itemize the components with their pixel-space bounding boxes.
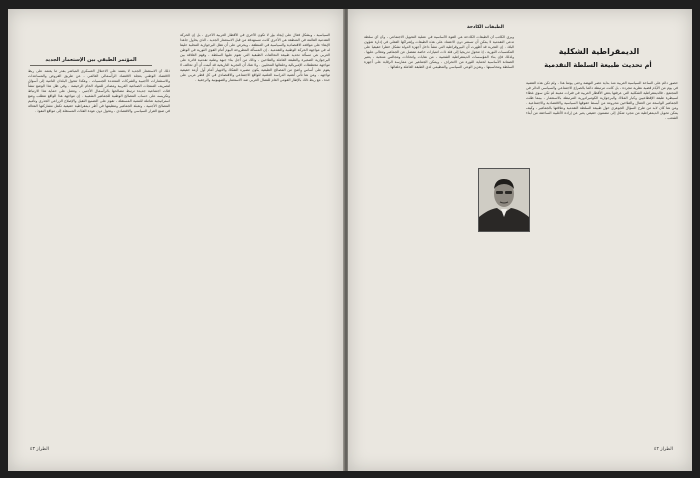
left-page-column-right: السياسية ، وبشكل فعال على إيجاد بؤر لا تكون الأخرى في الأقطار العربية الأخرى ، بل إن الحركة التقدمية القائمة في المنطقة هي الأخرى كانت مستهدفة من قبل الاستعمار الجديد ، الذي يحاول جاهدا الإبقاء على مواقعه الاقتصادية والسياسية في المنطقة ، ويحرص على أن تظل البرجوازية المحلية حليفا له في مواجهة الحركة الوطنية والتقدمية . إن المسألة المطروحة اليوم أمام القوى الثورية في الوطن العربي هي مسألة تحديد طبيعة التحالفات الطبقية التي تقوم عليها السلطة ، وفهم العلاقة بين البرجوازية الصغيرة والطبقة العاملة والفلاحين ، وذلك من أجل بناء جبهة وطنية تقدمية قادرة على مواجهة مخططات الإمبريالية وحلفائها المحليين . ولا شك أن التجربة التاريخية قد أثبتت أن أي تحالف لا يقوم على أساس واضح من المصالح الطبقية يكون مصيره التفكك والانهيار أمام أول أزمة حقيقية تواجهه . ومن هنا تأتي أهمية الدراسة العلمية للواقع الاجتماعي والاقتصادي في كل قطر عربي على حدة ، مع ربط ذلك بالإطار القومي العام للنضال العربي ضد الاستعمار والصهيونية والرجعية . (180, 33, 330, 83)
right-page-column-left-top: ويرى الكاتب أن الطبقات الكادحة هي القوة الأساسية في عملية التحويل الاجتماعي ، وأن أي سلطة تدعي التقدمية لا يمكن أن تستمر دون الاعتماد على هذه الطبقات وإشراكها الفعلي في إدارة شؤون البلاد . إن التجربة قد أظهرت أن البيروقراطية التي تنشأ داخل أجهزة الدولة تشكل خطرا حقيقيا على المكتسبات الثورية ، إذ تتحول تدريجيا إلى فئة ذات امتيازات خاصة تنفصل عن الجماهير وتتعالى عليها . ولذلك فإن بناء المؤسسات الديمقراطية الشعبية ، من نقابات واتحادات ومجالس منتخبة ، يعتبر الضمانة الأساسية لحماية الثورة من الانحراف ، ويمكن الجماهير من ممارسة الرقابة على أجهزة السلطة ومحاسبتها ، وتعزيز الوعي السياسي والتنظيمي لدى الطبقة العاملة وحلفائها . (364, 35, 514, 70)
left-heading-rule (30, 65, 152, 66)
article-title: الديمقراطية الشكلية (558, 47, 640, 56)
right-page-column-right: حضور دائم على الساحة السياسية العربية منذ بداية عصر النهضة وحتى يومنا هذا ، ولم تكن هذه القضية في يوم من الأيام قضية نظرية مجردة ، بل كانت مرتبطة دائما بالصراع الاجتماعي والسياسي الدائر في المجتمع . فالديمقراطية الشكلية التي عرفتها بعض الأقطار العربية في فترات معينة لم تكن سوى غطاء لسيطرة طبقة الإقطاعيين وكبار الملاك والبرجوازية الكومبرادورية المرتبطة بالاستعمار ، بينما ظلت الجماهير الواسعة من العمال والفلاحين محرومة من أبسط حقوقها السياسية والاقتصادية والاجتماعية . ومن هنا كان لابد من طرح السؤال الجوهري حول طبيعة السلطة التقدمية وعلاقتها بالجماهير ، وكيف يمكن تحويل الديمقراطية من مجرد شكل إلى مضمون حقيقي يعبر عن إرادة الأغلبية الساحقة من أبناء الشعب . (526, 81, 678, 121)
left-page-footer: الطراز ٤٣ (30, 447, 49, 452)
left-page (8, 9, 344, 471)
author-photo-frame (478, 168, 530, 232)
left-page-heading: المؤتمر الطبقي بين الإستعمار الجديد (45, 57, 137, 63)
left-page-column-left: ذلك أن الاستعمار الجديد لا يعتمد على الاحتلال العسكري المباشر بقدر ما يعتمد على ربط الاقتصاد الوطني بعجلة الاقتصاد الرأسمالي العالمي ، عن طريق القروض والمساعدات والاستثمارات الأجنبية والشركات المتعددة الجنسيات . وهكذا تتحول البلدان النامية إلى أسواق لتصريف المنتجات الصناعية الغربية ومصادر للمواد الخام الرخيصة . وفي ظل هذا الوضع تنشأ فئات اجتماعية جديدة ترتبط مصالحها بالرأسمال الأجنبي ، وتعمل على حماية هذا الارتباط وتكريسه على حساب المصالح الوطنية للجماهير الشعبية . إن مواجهة هذا الواقع تتطلب وضع استراتيجية شاملة للتنمية المستقلة ، تقوم على التصنيع الثقيل والإصلاح الزراعي الجذري وتأميم المصالح الأجنبية ، وتعبئة الجماهير وتنظيمها في أطر ديمقراطية حقيقية تكفل مشاركتها الفعالة في صنع القرار السياسي والاقتصادي ، وتحول دون عودة الفئات المستغلة إلى مواقع النفوذ . (28, 69, 170, 114)
portrait-figure-icon (479, 169, 529, 231)
section-subheading: الطبقات الكادحة (466, 25, 504, 30)
right-page (348, 9, 692, 471)
article-subtitle: أم تحديث طبيعة السلطة التقدمية (544, 61, 652, 69)
right-page-footer: الطراز ٤٢ (654, 447, 673, 452)
